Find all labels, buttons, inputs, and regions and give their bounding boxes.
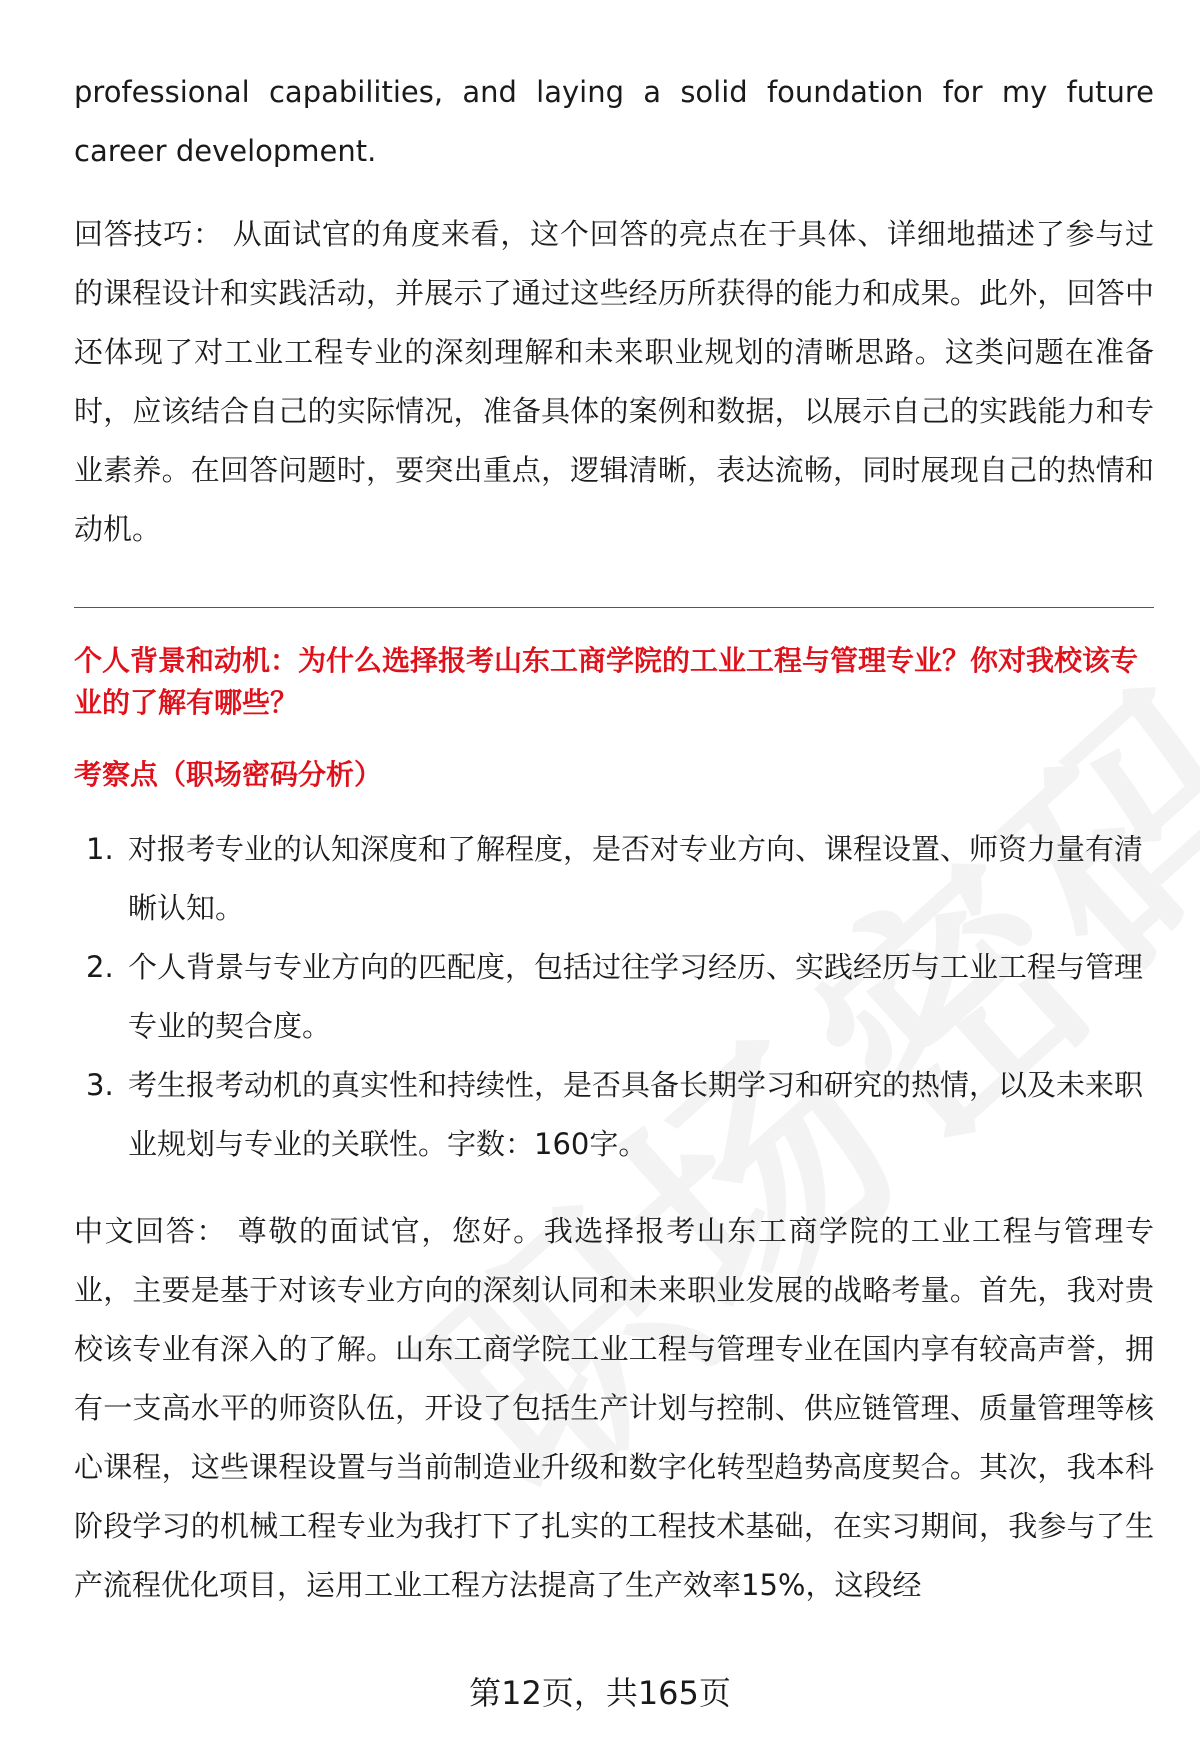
list-number: 1. bbox=[86, 832, 114, 866]
list-item bbox=[74, 1056, 1154, 1174]
chinese-answer-paragraph: 中文回答： 尊敬的面试官，您好。我选择报考山东工商学院的工业工程与管理专业，主要是基于对该专业方向的深刻认同和未来职业发展的战略考量。首先，我对贵校该专业有深入的了解。山东工商学院工业工程与管理专业在国内享有较高声誉，拥有一支高水平的师资队伍，开设了包括生产计划与控制、供应链管理、质量管理等核心课程，这些课程设置与当前制造业升级和数字化转型趋势高度契合。其次，我本科阶段学习的机械工程专业为我打下了扎实的工程技术基础，在实习期间，我参与了生产流程优化项目，运用工业工程方法提高了生产效率15%，这段经 bbox=[74, 1214, 1154, 1602]
list-text: 对报考专业的认知深度和了解程度，是否对专业方向、课程设置、师资力量有清晰认知。 bbox=[128, 832, 1144, 925]
list-number: 3. bbox=[86, 1068, 114, 1102]
section-divider bbox=[74, 607, 1154, 608]
continuation-paragraph: professional capabilities, and laying a solid foundation for my future career development. bbox=[74, 75, 1154, 168]
list-item bbox=[74, 820, 1154, 938]
list-text: 考生报考动机的真实性和持续性，是否具备长期学习和研究的热情，以及未来职业规划与专业的关联性。字数：160字。 bbox=[128, 1068, 1144, 1161]
document-body bbox=[74, 0, 1154, 1615]
list-item bbox=[74, 938, 1154, 1056]
question-heading: 个人背景和动机：为什么选择报考山东工商学院的工业工程与管理专业？你对我校该专业的了解有哪些？ bbox=[74, 644, 1139, 719]
answer-tips-paragraph: 回答技巧： 从面试官的角度来看，这个回答的亮点在于具体、详细地描述了参与过的课程设计和实践活动，并展示了通过这些经历所获得的能力和成果。此外，回答中还体现了对工业工程专业的深刻理解和未来职业规划的清晰思路。这类问题在准备时，应该结合自己的实际情况，准备具体的案例和数据，以展示自己的实践能力和专业素养。在回答问题时，要突出重点，逻辑清晰，表达流畅，同时展现自己的热情和动机。 bbox=[74, 217, 1154, 546]
list-number: 2. bbox=[86, 950, 114, 984]
page-number-footer: 第12页，共165页 bbox=[469, 1674, 731, 1712]
assessment-list bbox=[74, 820, 1154, 1174]
assessment-heading: 考察点（职场密码分析） bbox=[74, 758, 383, 791]
list-text: 个人背景与专业方向的匹配度，包括过往学习经历、实践经历与工业工程与管理专业的契合度。 bbox=[128, 950, 1144, 1043]
